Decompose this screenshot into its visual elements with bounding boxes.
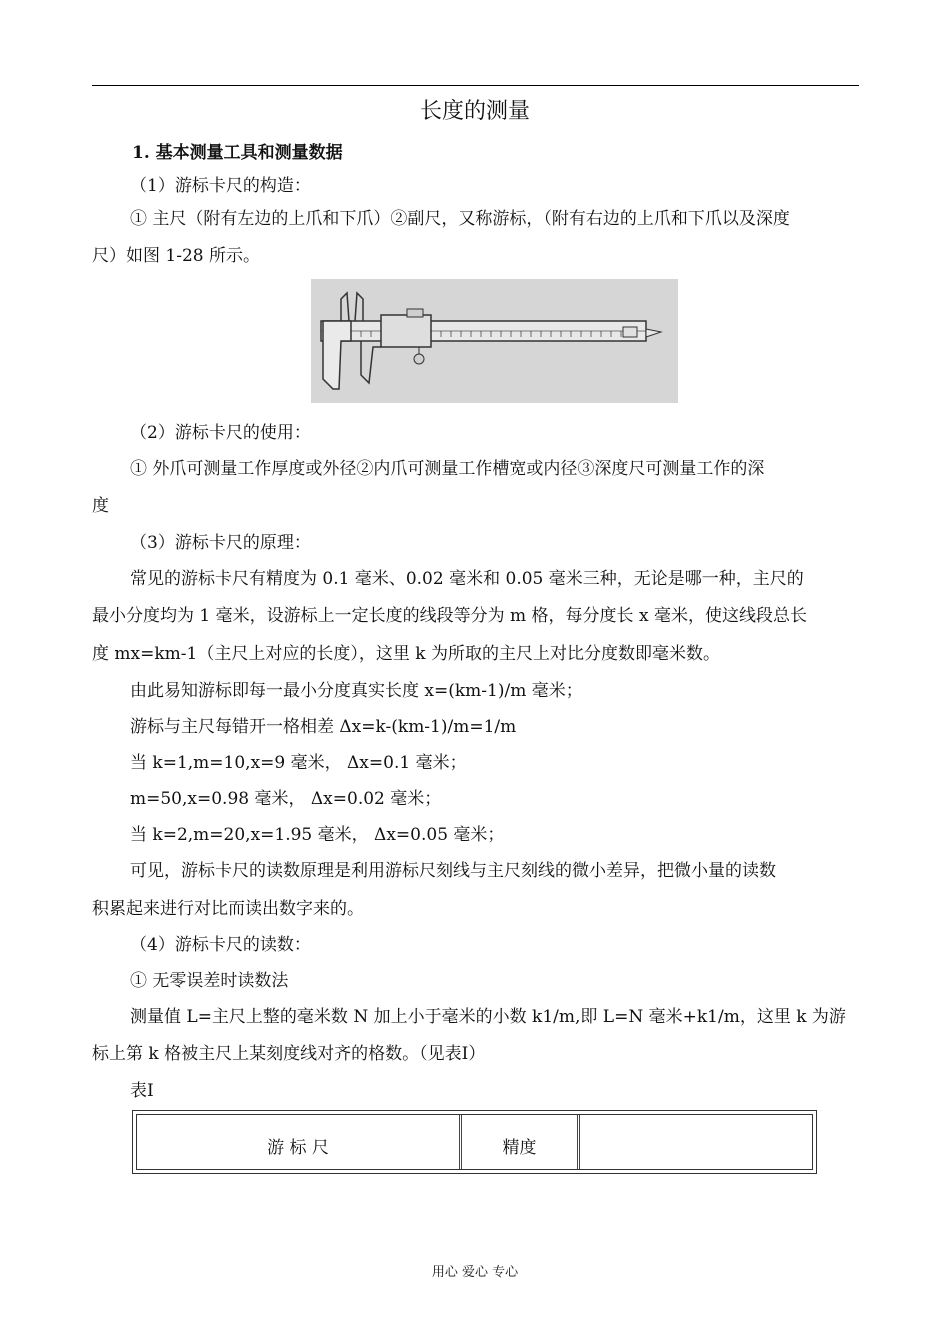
paragraph-line: ① 主尺（附有左边的上爪和下爪）②副尺，又称游标，（附有右边的上爪和下爪以及深度: [130, 209, 790, 229]
vernier-caliper-figure: [311, 279, 678, 403]
paragraph-line: 常见的游标卡尺有精度为 0.1 毫米、0.02 毫米和 0.05 毫米三种，无论是哪一种，主尺的: [130, 569, 804, 589]
caliper-illustration: [311, 279, 678, 403]
paragraph-line: 游标与主尺每错开一格相差 Δx=k-(km-1)/m=1/m: [130, 717, 517, 737]
table-row: [136, 1114, 813, 1170]
table-header-cell: [580, 1115, 812, 1169]
paragraph-line: 积累起来进行对比而读出数字来的。: [92, 899, 364, 919]
paragraph-line: 最小分度均为 1 毫米，设游标上一定长度的线段等分为 m 格，每分度长 x 毫米，使这线段总长: [92, 606, 807, 626]
section-heading: 1. 基本测量工具和测量数据: [132, 143, 343, 163]
paragraph-line: 度: [92, 496, 109, 516]
subsection-title-reading: （4）游标卡尺的读数：: [130, 935, 311, 955]
top-rule: [92, 85, 859, 86]
paragraph-line: 当 k=1,m=10,x=9 毫米， Δx=0.1 毫米；: [130, 753, 467, 773]
paragraph-line: ① 外爪可测量工作厚度或外径②内爪可测量工作槽宽或内径③深度尺可测量工作的深: [130, 459, 765, 479]
paragraph-line: 标上第 k 格被主尺上某刻度线对齐的格数。（见表Ⅰ）: [92, 1044, 486, 1064]
table-caption: 表Ⅰ: [130, 1081, 154, 1101]
paragraph-line: 由此易知游标即每一最小分度真实长度 x=(km-1)/m 毫米；: [130, 681, 583, 701]
paragraph-line: 尺）如图 1-28 所示。: [92, 246, 260, 266]
subsection-title-structure: （1）游标卡尺的构造：: [130, 176, 311, 196]
paragraph-line: 测量值 L=主尺上整的毫米数 N 加上小于毫米的小数 k1/m,即 L=N 毫米+k1/m，这里 k 为游: [130, 1007, 846, 1027]
paragraph-line: 度 mx=km-1（主尺上对应的长度），这里 k 为所取的主尺上对比分度数即毫米数。: [92, 644, 720, 664]
paragraph-line: 可见，游标卡尺的读数原理是利用游标尺刻线与主尺刻线的微小差异，把微小量的读数: [130, 861, 776, 881]
paragraph-line: m=50,x=0.98 毫米， Δx=0.02 毫米；: [130, 789, 442, 809]
paragraph-line: ① 无零误差时读数法: [130, 971, 289, 991]
subsection-title-principle: （3）游标卡尺的原理：: [130, 533, 311, 553]
precision-table: [132, 1110, 817, 1174]
page-footer: 用心 爱心 专心: [431, 1265, 519, 1280]
subsection-title-usage: （2）游标卡尺的使用：: [130, 423, 311, 443]
page-title: 长度的测量: [419, 99, 530, 124]
paragraph-line: 当 k=2,m=20,x=1.95 毫米， Δx=0.05 毫米；: [130, 825, 505, 845]
table-header-cell: 游 标 尺: [137, 1115, 462, 1169]
table-header-cell: 精度: [462, 1115, 580, 1169]
